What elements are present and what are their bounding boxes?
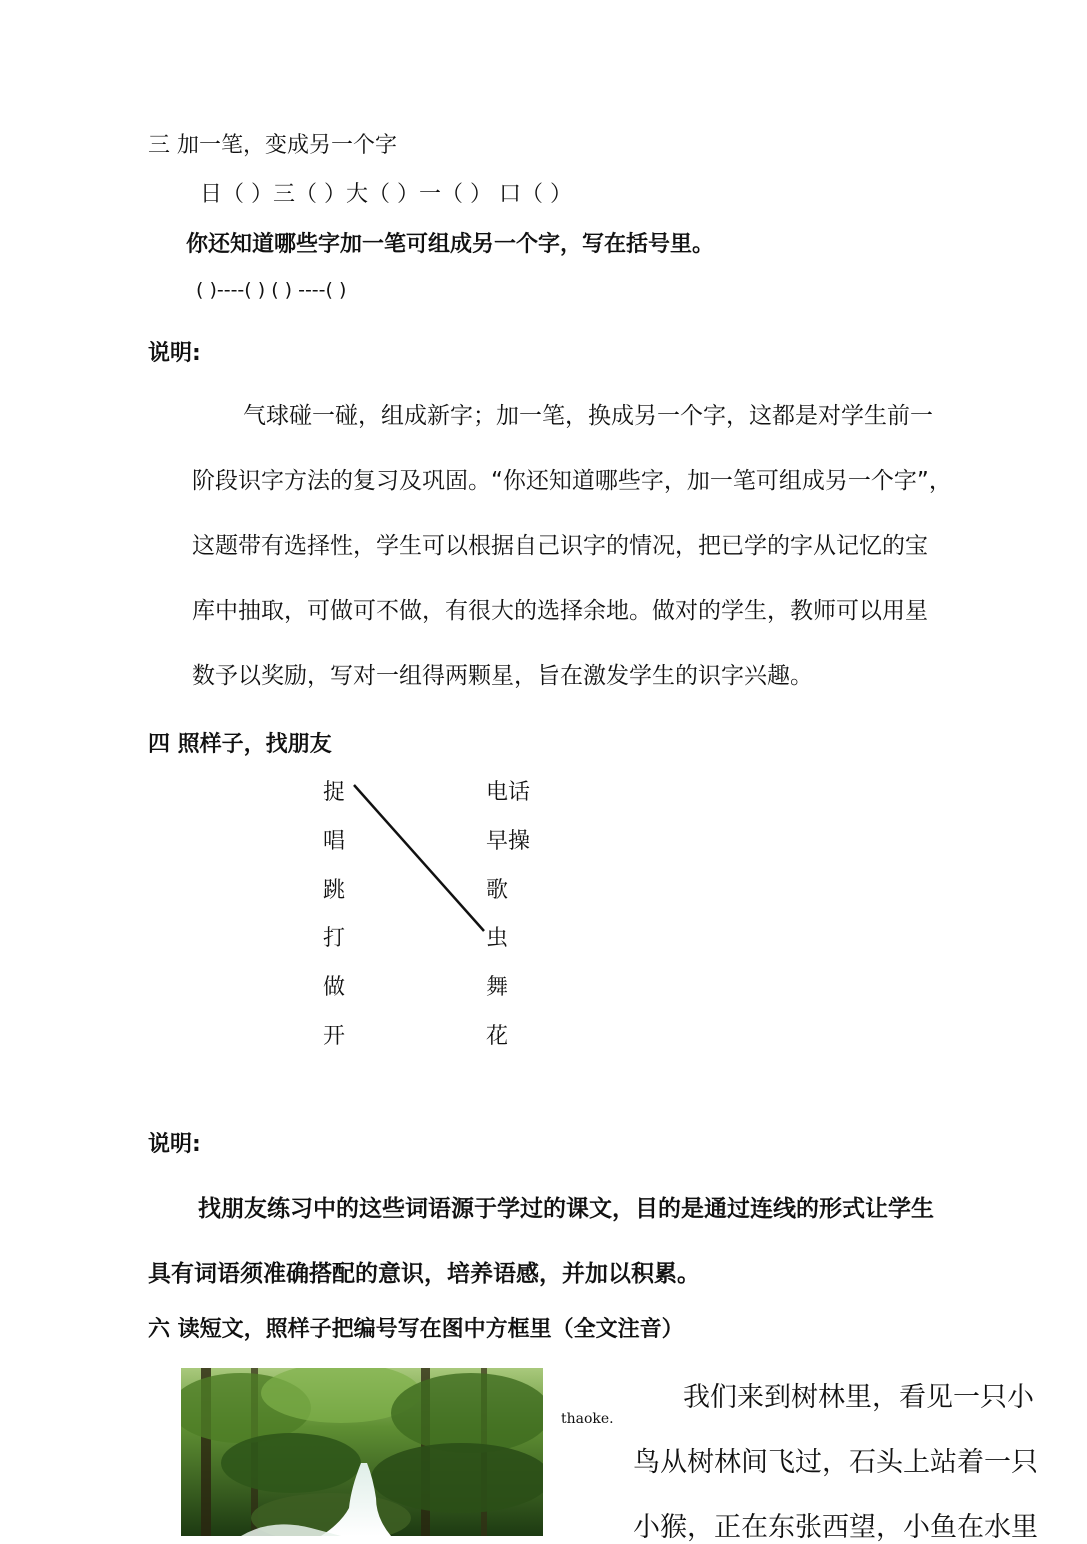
passage-line-1: 我们来到树林里，看见一只小 <box>683 1382 1034 1413</box>
left-word: 打 <box>323 926 346 951</box>
section-3-heading: 三 加一笔，变成另一个字 <box>148 133 397 158</box>
left-word: 做 <box>323 975 346 1000</box>
note-3-line-5: 数予以奖励，写对一组得两颗星，旨在激发学生的识字兴趣。 <box>192 663 813 689</box>
left-word: 开 <box>323 1024 346 1049</box>
left-word: 跳 <box>323 878 346 903</box>
add-stroke-row: 日（ ）三（ ）大（ ）一（ ） 口（ ） <box>200 182 572 207</box>
left-word: 唱 <box>323 829 346 854</box>
note-4-line-2: 具有词语须准确搭配的意识，培养语感，并加以积累。 <box>148 1261 700 1287</box>
left-word: 捉 <box>323 780 346 805</box>
add-stroke-prompt: 你还知道哪些字加一笔可组成另一个字，写在括号里。 <box>186 232 715 257</box>
note-3-line-3: 这题带有选择性，学生可以根据自己识字的情况，把已学的字从记忆的宝 <box>192 533 928 559</box>
right-word: 早操 <box>486 829 531 854</box>
passage-line-3: 小猴，正在东张西望，小鱼在水里 <box>633 1512 1038 1543</box>
right-word: 舞 <box>486 975 509 1000</box>
section-4-heading: 四 照样子，找朋友 <box>148 732 332 757</box>
watermark-text: thaoke. <box>561 1411 614 1427</box>
right-word: 歌 <box>486 878 509 903</box>
note-4-line-1: 找朋友练习中的这些词语源于学过的课文，目的是通过连线的形式让学生 <box>198 1196 934 1222</box>
forest-stream-picture <box>181 1368 543 1536</box>
right-word: 电话 <box>486 780 531 805</box>
right-word: 花 <box>486 1024 509 1049</box>
answer-brackets-row: ( )----( ) ( ) ----( ) <box>196 279 347 301</box>
note-3-line-2: 阶段识字方法的复习及巩固。“你还知道哪些字，加一笔可组成另一个字”， <box>192 468 952 494</box>
note-3-line-1: 气球碰一碰，组成新字；加一笔，换成另一个字，这都是对学生前一 <box>243 403 933 429</box>
note-label-4: 说明: <box>148 1132 201 1157</box>
note-label-3: 说明: <box>148 341 201 366</box>
note-3-line-4: 库中抽取，可做可不做，有很大的选择余地。做对的学生，教师可以用星 <box>192 598 928 624</box>
right-word: 虫 <box>486 926 509 951</box>
section-6-heading: 六 读短文，照样子把编号写在图中方框里（全文注音） <box>148 1317 684 1342</box>
passage-line-2: 鸟从树林间飞过，石头上站着一只 <box>633 1447 1038 1478</box>
